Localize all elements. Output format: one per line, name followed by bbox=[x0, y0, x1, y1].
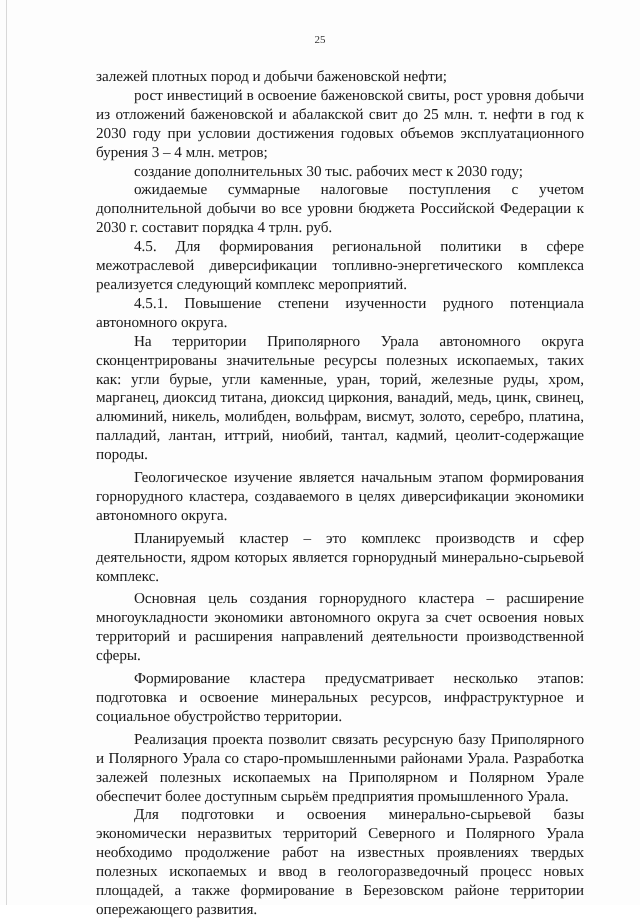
paragraph: Реализация проекта позволит связать ресурсную базу Приполярного и Полярного Урала со старо-промышленными районами Урала. Разработка залежей полезных ископаемых на Приполярном и Полярном Урале обеспечит более доступным сырьём предприятия промышленного Урала. bbox=[96, 730, 584, 805]
paragraph: 4.5. Для формирования региональной политики в сфере межотраслевой диверсификации топливно-энергетического комплекса реализуется следующий комплекс мероприятий. bbox=[96, 238, 584, 293]
paragraph: Для подготовки и освоения минерально-сырьевой базы экономически неразвитых территорий Северного и Полярного Урала необходимо продолжение работ на известных проявлениях твердых полезных ископаемых и ввод в геологоразведочный процесс новых площадей, а также формирование в Березовском районе территории опережающего развития. bbox=[96, 806, 584, 918]
paragraph: Формирование кластера предусматривает несколько этапов: подготовка и освоение минеральных ресурсов, инфраструктурное и социальное обустройство территории. bbox=[96, 670, 584, 725]
document-body bbox=[96, 68, 584, 920]
scan-edge-line bbox=[6, 0, 7, 905]
page-number: 25 bbox=[314, 34, 326, 46]
paragraph: залежей плотных пород и добычи баженовской нефти; bbox=[96, 68, 447, 85]
paragraph: Основная цель создания горнорудного кластера – расширение многоукладности экономики автономного округа за счет освоения новых территорий и расширения направлений деятельности производственной сферы. bbox=[96, 590, 584, 665]
section-heading-paragraph: 4.5.1. Повышение степени изученности рудного потенциала автономного округа. bbox=[96, 294, 584, 331]
paragraph: Геологическое изучение является начальным этапом формирования горнорудного кластера, создаваемого в целях диверсификации экономики автономного округа. bbox=[96, 469, 584, 524]
paragraph: Планируемый кластер – это комплекс производств и сфер деятельности, ядром которых является горнорудный минерально-сырьевой комплекс. bbox=[96, 529, 584, 585]
paragraph: рост инвестиций в освоение баженовской свиты, рост уровня добычи из отложений баженовской и абалакской свит до 25 млн. т. нефти в год к 2030 году при условии достижения годовых объемов эксплуатационного бурения 3 – 4 млн. метров; bbox=[96, 86, 584, 161]
paragraph: создание дополнительных 30 тыс. рабочих мест к 2030 году; bbox=[134, 162, 523, 180]
paragraph: ожидаемые суммарные налоговые поступления с учетом дополнительной добычи во все уровни бюджета Российской Федерации к 2030 г. составит порядка 4 трлн. руб. bbox=[96, 181, 584, 237]
paragraph: На территории Приполярного Урала автономного округа сконцентрированы значительные ресурсы полезных ископаемых, таких как: угли бурые, угли каменные, уран, торий, железные руды, хром, марганец, диоксид титана, диоксид циркония, ванадий, медь, цинк, свинец, алюминий, никель, молибден, вольфрам, висмут, золото, серебро, платина, палладий, лантан, иттрий, ниобий, тантал, кадмий, цеолит-содержащие породы. bbox=[96, 332, 584, 464]
